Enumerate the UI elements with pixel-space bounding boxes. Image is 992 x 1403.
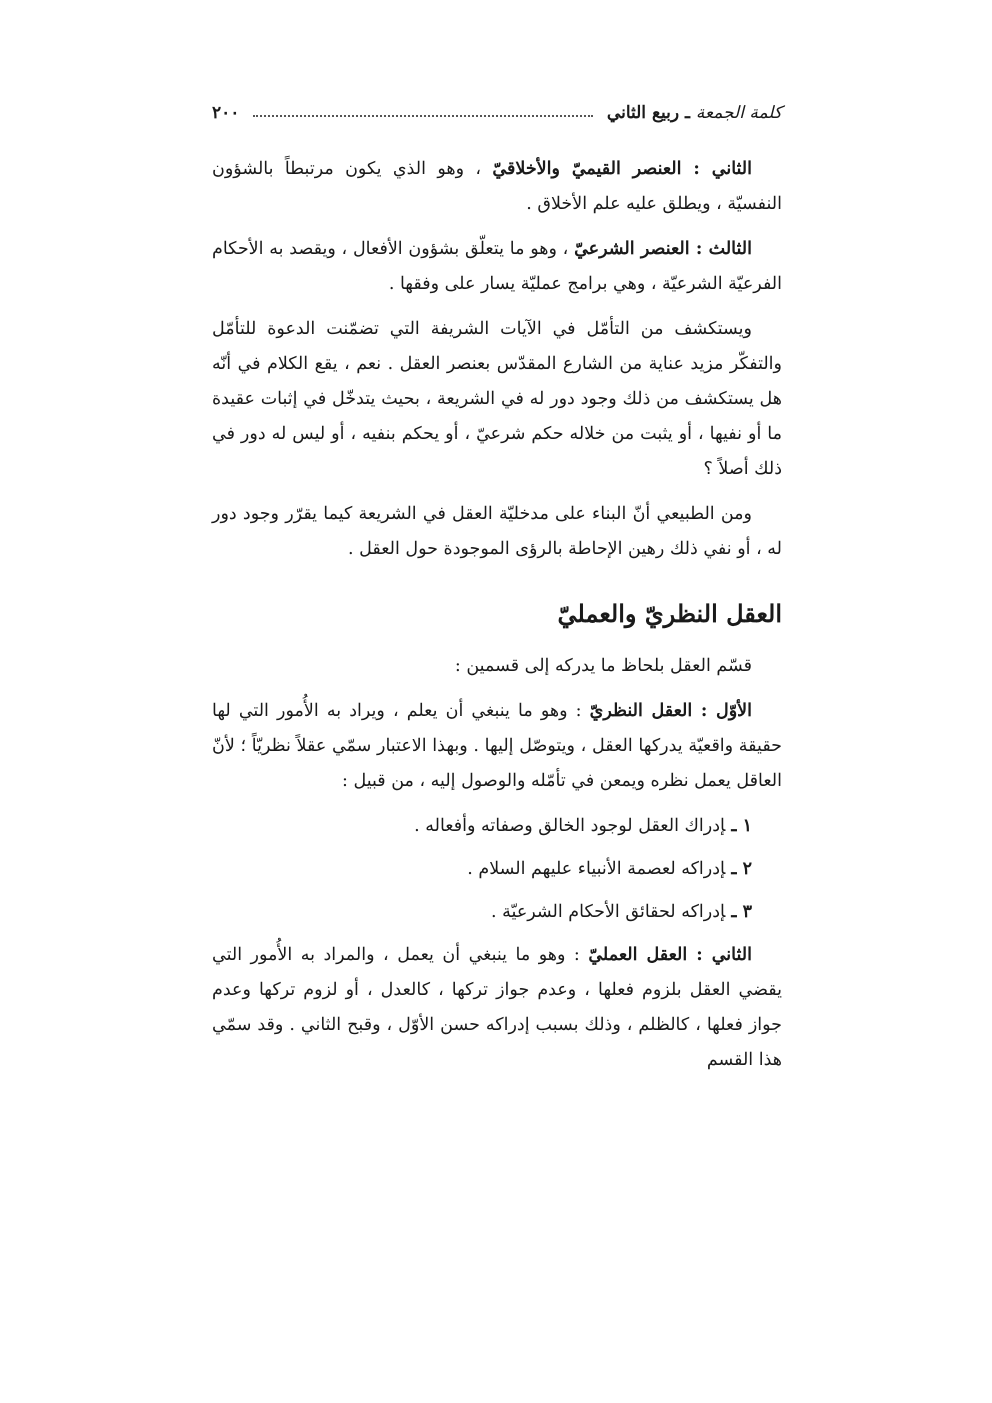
- paragraph-theoretical-reason: [212, 694, 782, 799]
- list-item: [212, 852, 782, 887]
- page-number: ٢٠٠: [212, 103, 240, 123]
- list-item-text: إدراك العقل لوجود الخالق وصفاته وأفعاله .: [414, 816, 726, 836]
- paragraph-term: الثالث : العنصر الشرعيّ: [574, 239, 752, 259]
- paragraph-reason-role: ويستكشف من التأمّل في الآيات الشريفة التي تضمّنت الدعوة للتأمّل والتفكّر مزيد عناية من الشارع المقدّس بعنصر العقل . نعم ، يقع الكلام في أنّه هل يستكشف من ذلك وجود دور له في الشريعة ، بحيث يتدخّل في إثبات عقيدة ما أو نفيها ، أو يثبت من خلاله حكم شرعيّ ، أو يحكم بنفيه ، أو ليس له دور في ذلك أصلاً ؟: [212, 319, 783, 479]
- book-title-ornament: كلمة الجمعة: [695, 103, 782, 123]
- list-item-number: ٢ ـ: [731, 859, 752, 879]
- paragraph-text: ، وهو ما يتعلّق بشؤون الأفعال ، ويقصد به الأحكام الفرعيّة الشرعيّة ، وهي برامج عمليّة يسار على وفقها .: [212, 239, 782, 294]
- paragraph-term: الثاني : العنصر القيميّ والأخلاقيّ: [492, 159, 752, 179]
- paragraph-text: : وهو ما ينبغي أن يعلم ، ويراد به الأُمور التي لها حقيقة واقعيّة يدركها العقل ، ويتوصّل إليها . وبهذا الاعتبار سمّي عقلاً نظريّاً ؛ لأنّ العاقل يعمل نظره ويمعن في تأمّله والوصول إليه ، من قبيل :: [212, 701, 782, 791]
- paragraph-division-intro: قسّم العقل بلحاظ ما يدركه إلى قسمين :: [454, 656, 752, 676]
- title-separator: ـ: [679, 103, 696, 123]
- header-title: [607, 103, 782, 123]
- header-dot-leader: [253, 115, 593, 117]
- paragraph-second-element: [212, 152, 782, 222]
- list-item: [212, 895, 782, 930]
- paragraph-third-element: [212, 232, 782, 302]
- list-item-number: ٣ ـ: [731, 902, 752, 922]
- paragraph-text: : وهو ما ينبغي أن يعمل ، والمراد به الأُمور التي يقضي العقل بلزوم فعلها ، وعدم جواز تركها ، كالعدل ، أو لزوم تركها وعدم جواز فعلها ، كالظلم ، وذلك بسبب إدراكه حسن الأوّل ، وقبح الثاني . وقد سمّي هذا القسم: [212, 945, 782, 1070]
- paragraph-natural-basis: ومن الطبيعي أنّ البناء على مدخليّة العقل في الشريعة كيما يقرّر وجود دور له ، أو نفي ذلك رهين الإحاطة بالرؤى الموجودة حول العقل .: [212, 504, 782, 559]
- list-item-number: ١ ـ: [731, 816, 752, 836]
- running-header: [212, 103, 782, 123]
- list-item-text: إدراكه لعصمة الأنبياء عليهم السلام .: [467, 859, 726, 879]
- page-body: [212, 152, 782, 1088]
- paragraph-practical-reason: [212, 938, 782, 1078]
- paragraph-term: الأوّل : العقل النظريّ: [589, 701, 752, 721]
- list-item-text: إدراكه لحقائق الأحكام الشرعيّة .: [491, 902, 726, 922]
- section-title: ربيع الثاني: [606, 103, 680, 123]
- paragraph-text: ، وهو الذي يكون مرتبطاً بالشؤون النفسيّة ، ويطلق عليه علم الأخلاق .: [212, 159, 782, 214]
- list-item: [212, 809, 782, 844]
- paragraph-term: الثاني : العقل العمليّ: [588, 945, 752, 965]
- section-heading: العقل النظريّ والعمليّ: [557, 599, 782, 628]
